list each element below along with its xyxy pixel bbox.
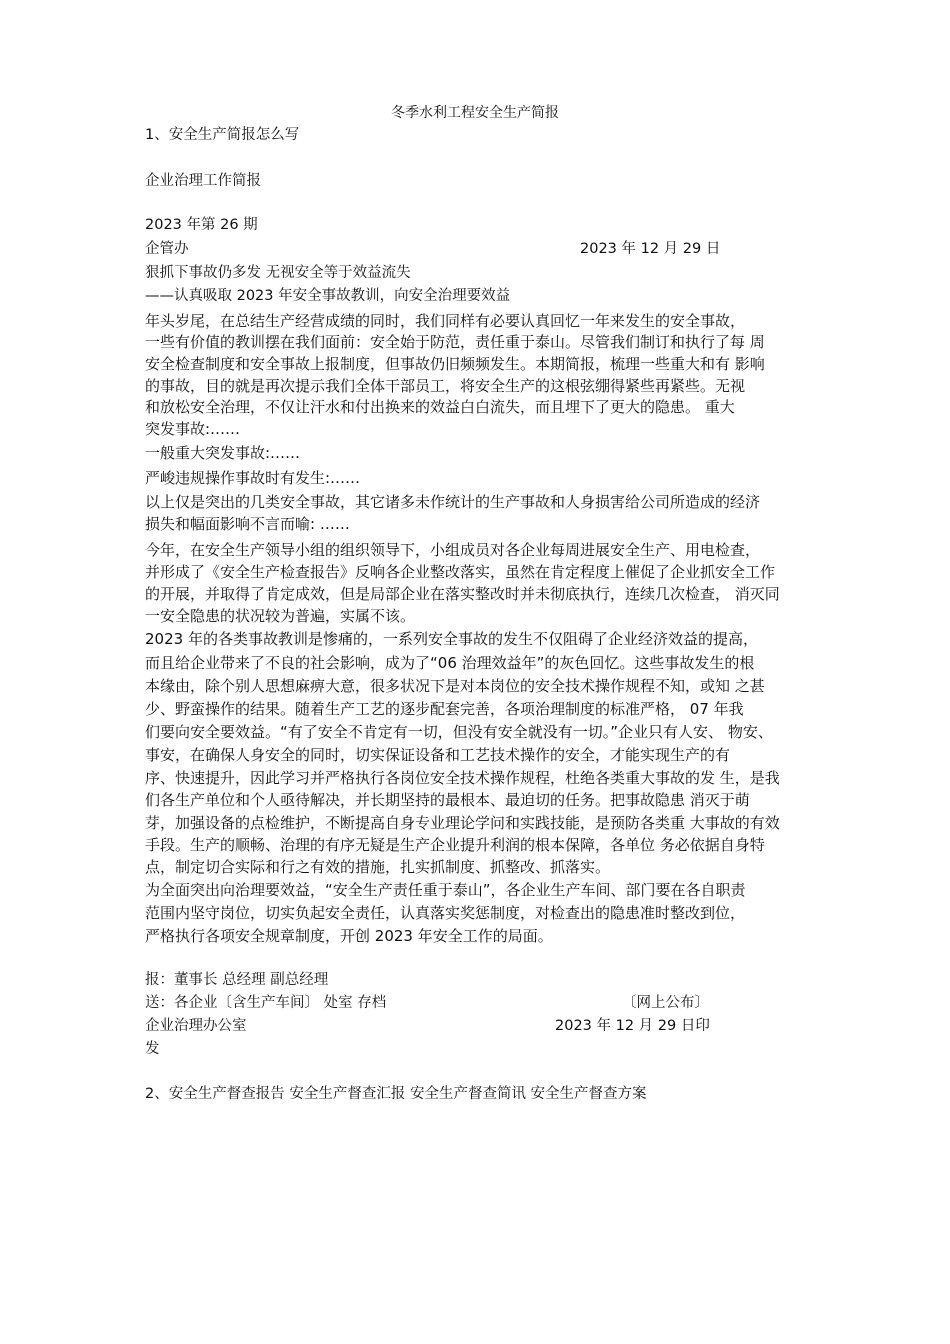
para3-line: 的开展，并取得了肯定成效，但是局部企业在落实整改时并未彻底执行，连续几次检查， 消灭同 bbox=[145, 585, 780, 603]
para2-line: 以上仅是突出的几类安全事故，其它诸多未作统计的生产事故和人身损害给公司所造成的经济 bbox=[145, 493, 761, 511]
brief-date: 2023 年 12 月 29 日 bbox=[580, 241, 721, 257]
para4-line: 事安，在确保人身安全的同时，切实保证设备和工艺技术操作的安全，才能实现生产的有 bbox=[145, 746, 731, 764]
para2-line: 损失和幅面影响不言而喻: …… bbox=[145, 515, 350, 533]
para5-line: 严格执行各项安全规章制度，开创 2023 年安全工作的局面。 bbox=[145, 927, 553, 945]
page-title: 冬季水利工程安全生产简报 bbox=[391, 105, 559, 121]
para4-line: 序、快速提升，因此学习并严格执行各岗位安全技术操作规程，杜绝各类重大事故的发 生，是我 bbox=[145, 769, 780, 787]
para4-line: 们各生产单位和个人亟待解决，并长期坚持的最根本、最迫切的任务。把事故隐患 消灭于萌 bbox=[145, 791, 750, 809]
report-to: 报：董事长 总经理 副总经理 bbox=[145, 972, 329, 988]
para3-line: 并形成了《安全生产检查报告》反响各企业整改落实，虽然在肯定程度上催促了企业抓安全工作 bbox=[145, 563, 776, 581]
accident-item: 严峻违规操作事故时有发生:…… bbox=[145, 469, 361, 487]
send-to: 送：各企业〔含生产车间〕 处室 存档 bbox=[145, 995, 387, 1011]
para1-line: 年头岁尾，在总结生产经营成绩的同时，我们同样有必要认真回忆一年来发生的安全事故， bbox=[145, 312, 746, 330]
issue-number: 2023 年第 26 期 bbox=[145, 217, 258, 233]
section2-heading: 2、安全生产督查报告 安全生产督查汇报 安全生产督查简讯 安全生产督查方案 bbox=[145, 1086, 647, 1102]
para3-line: 今年，在安全生产领导小组的组织领导下，小组成员对各企业每周进展安全生产、用电检查， bbox=[145, 541, 761, 559]
para3-line: 一安全隐患的状况较为普遍，实属不该。 bbox=[145, 607, 416, 625]
para4-line: 而且给企业带来了不良的社会影响，成为了“06 治理效益年”的灰色回忆。这些事故发生的根 bbox=[145, 654, 755, 672]
para1-line: 突发事故:…… bbox=[145, 420, 241, 438]
para1-line: 的事故，目的就是再次提示我们全体干部员工，将安全生产的这根弦绷得紧些再紧些。无视 bbox=[145, 377, 746, 395]
accident-item: 一般重大突发事故:…… bbox=[145, 444, 301, 462]
para4-line: 少、野蛮操作的结果。随着生产工艺的逐步配套完善，各项治理制度的标准严格， 07 年我 bbox=[145, 700, 744, 718]
para1-line: 和放松安全治理，不仅让汗水和付出换来的效益白白流失，而且埋下了更大的隐患。 重大 bbox=[145, 398, 735, 416]
para1-line: 安全检查制度和安全事故上报制度，但事故仍旧频频发生。本期简报，梳理一些重大和有 影响 bbox=[145, 355, 765, 373]
para4-line: 手段。生产的顺畅、治理的有序无疑是生产企业提升利润的根本保障，各单位 务必依据自身特 bbox=[145, 836, 765, 854]
issuing-office: 企管办 bbox=[145, 241, 189, 257]
para5-line: 范围内坚守岗位，切实负起安全责任，认真落实奖惩制度，对检查出的隐患准时整改到位， bbox=[145, 904, 746, 922]
para4-line: 点，制定切合实际和行之有效的措施，扎实抓制度、抓整改、抓落实。 bbox=[145, 858, 611, 876]
section1-heading: 1、安全生产简报怎么写 bbox=[145, 127, 300, 143]
para4-line: 本缘由，除个别人思想麻痹大意，很多状况下是对本岗位的安全技术操作规程不知，或知 之甚 bbox=[145, 677, 765, 695]
para1-line: 一些有价值的教训摆在我们面前：安全始于防范，责任重于泰山。尽管我们制订和执行了每 周 bbox=[145, 333, 765, 351]
headline: 狠抓下事故仍多发 无视安全等于效益流失 bbox=[145, 265, 411, 281]
issuer: 企业治理办公室 bbox=[145, 1018, 247, 1034]
para5-line: 为全面突出向治理要效益，“安全生产责任重于泰山”，各企业生产车间、部门要在各自职责 bbox=[145, 881, 746, 899]
subheadline: ——认真吸取 2023 年安全事故教训，向安全治理要效益 bbox=[145, 288, 511, 304]
para4-line: 芽，加强设备的点检维护，不断提高自身专业理论学问和实践技能，是预防各类重 大事故的有效 bbox=[145, 814, 780, 832]
issue-date: 2023 年 12 月 29 日印 bbox=[555, 1018, 710, 1034]
issue-date-tail: 发 bbox=[145, 1041, 160, 1057]
online-publication: 〔网上公布〕 bbox=[622, 995, 709, 1011]
brief-name: 企业治理工作简报 bbox=[145, 173, 261, 189]
para4-line: 们要向安全要效益。“有了安全不肯定有一切，但没有安全就没有一切。”企业只有人安、 物安、 bbox=[145, 723, 773, 741]
para4-line: 2023 年的各类事故教训是惨痛的，一系列安全事故的发生不仅阻碍了企业经济效益的提高， bbox=[145, 630, 758, 648]
